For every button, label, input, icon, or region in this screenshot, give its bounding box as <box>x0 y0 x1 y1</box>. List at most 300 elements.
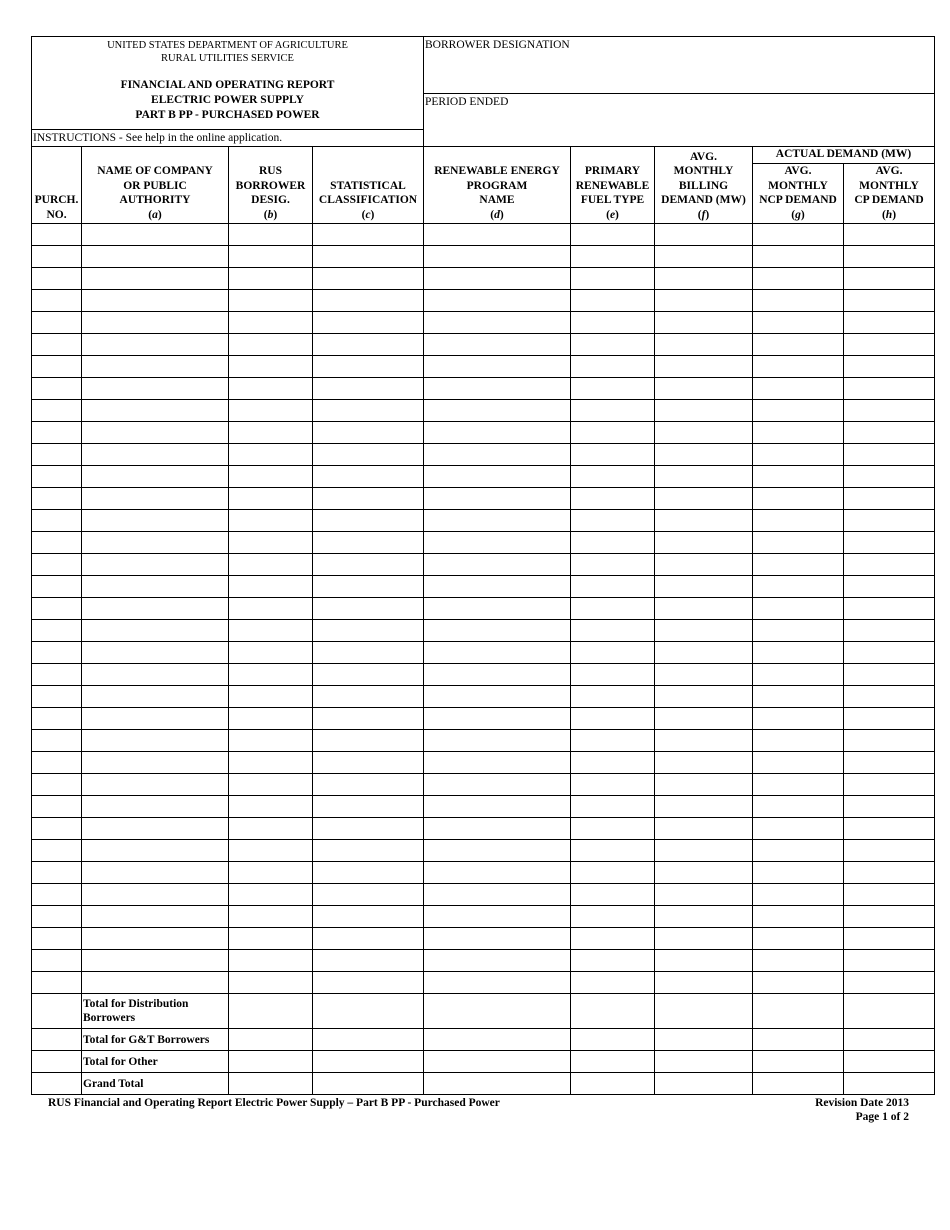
table-cell[interactable] <box>424 642 571 664</box>
table-cell[interactable] <box>844 752 935 774</box>
table-cell[interactable] <box>571 664 655 686</box>
table-cell[interactable] <box>229 994 313 1029</box>
table-cell[interactable] <box>229 642 313 664</box>
table-cell[interactable] <box>32 796 82 818</box>
table-cell[interactable] <box>655 686 753 708</box>
table-cell[interactable] <box>655 268 753 290</box>
table-cell[interactable] <box>229 488 313 510</box>
table-cell[interactable] <box>32 312 82 334</box>
table-cell[interactable] <box>424 928 571 950</box>
table-cell[interactable] <box>229 862 313 884</box>
table-cell[interactable] <box>571 884 655 906</box>
table-cell[interactable] <box>229 708 313 730</box>
table-cell[interactable] <box>82 554 229 576</box>
table-cell[interactable] <box>424 686 571 708</box>
table-cell[interactable] <box>844 246 935 268</box>
table-cell[interactable] <box>571 1051 655 1073</box>
table-cell[interactable] <box>844 290 935 312</box>
table-cell[interactable] <box>313 774 424 796</box>
table-cell[interactable] <box>229 224 313 246</box>
table-cell[interactable] <box>571 422 655 444</box>
table-cell[interactable] <box>32 510 82 532</box>
table-cell[interactable] <box>32 532 82 554</box>
table-cell[interactable] <box>844 532 935 554</box>
table-cell[interactable] <box>571 730 655 752</box>
table-cell[interactable] <box>313 444 424 466</box>
table-cell[interactable] <box>844 928 935 950</box>
table-cell[interactable] <box>753 334 844 356</box>
table-cell[interactable] <box>82 686 229 708</box>
table-cell[interactable] <box>655 510 753 532</box>
table-cell[interactable] <box>655 884 753 906</box>
table-cell[interactable] <box>753 730 844 752</box>
table-cell[interactable] <box>32 268 82 290</box>
table-cell[interactable] <box>32 290 82 312</box>
table-cell[interactable] <box>32 730 82 752</box>
table-cell[interactable] <box>424 598 571 620</box>
table-cell[interactable] <box>424 620 571 642</box>
table-cell[interactable] <box>313 884 424 906</box>
table-cell[interactable] <box>32 906 82 928</box>
table-cell[interactable] <box>313 598 424 620</box>
table-cell[interactable] <box>571 246 655 268</box>
table-cell[interactable] <box>313 928 424 950</box>
table-cell[interactable] <box>655 422 753 444</box>
table-cell[interactable] <box>229 972 313 994</box>
table-cell[interactable] <box>424 576 571 598</box>
table-cell[interactable] <box>844 598 935 620</box>
table-cell[interactable] <box>655 246 753 268</box>
table-cell[interactable] <box>82 752 229 774</box>
table-cell[interactable] <box>655 1029 753 1051</box>
table-cell[interactable] <box>753 818 844 840</box>
table-cell[interactable] <box>424 818 571 840</box>
table-cell[interactable] <box>32 576 82 598</box>
table-cell[interactable] <box>82 268 229 290</box>
table-cell[interactable] <box>424 1073 571 1095</box>
table-cell[interactable] <box>844 972 935 994</box>
table-cell[interactable] <box>753 400 844 422</box>
table-cell[interactable] <box>424 422 571 444</box>
table-cell[interactable] <box>82 620 229 642</box>
table-cell[interactable] <box>655 730 753 752</box>
table-cell[interactable] <box>82 488 229 510</box>
table-cell[interactable] <box>424 554 571 576</box>
table-cell[interactable] <box>313 840 424 862</box>
table-cell[interactable] <box>844 730 935 752</box>
table-cell[interactable] <box>753 664 844 686</box>
table-cell[interactable] <box>844 840 935 862</box>
table-cell[interactable] <box>655 532 753 554</box>
table-cell[interactable] <box>753 840 844 862</box>
table-cell[interactable] <box>229 378 313 400</box>
table-cell[interactable] <box>424 796 571 818</box>
table-cell[interactable] <box>571 378 655 400</box>
table-cell[interactable] <box>844 620 935 642</box>
table-cell[interactable] <box>313 422 424 444</box>
table-cell[interactable] <box>229 752 313 774</box>
table-cell[interactable] <box>424 290 571 312</box>
table-cell[interactable] <box>424 1029 571 1051</box>
table-cell[interactable] <box>229 906 313 928</box>
table-cell[interactable] <box>82 950 229 972</box>
table-cell[interactable] <box>229 620 313 642</box>
table-cell[interactable] <box>655 708 753 730</box>
table-cell[interactable] <box>82 818 229 840</box>
table-cell[interactable] <box>229 532 313 554</box>
table-cell[interactable] <box>229 686 313 708</box>
table-cell[interactable] <box>571 488 655 510</box>
table-cell[interactable] <box>844 312 935 334</box>
table-cell[interactable] <box>229 796 313 818</box>
table-cell[interactable] <box>229 950 313 972</box>
table-cell[interactable] <box>424 906 571 928</box>
table-cell[interactable] <box>844 268 935 290</box>
table-cell[interactable] <box>844 642 935 664</box>
table-cell[interactable] <box>32 928 82 950</box>
table-cell[interactable] <box>753 576 844 598</box>
table-cell[interactable] <box>844 378 935 400</box>
table-cell[interactable] <box>32 246 82 268</box>
table-cell[interactable] <box>313 334 424 356</box>
table-cell[interactable] <box>655 312 753 334</box>
table-cell[interactable] <box>229 1029 313 1051</box>
table-cell[interactable] <box>32 972 82 994</box>
table-cell[interactable] <box>229 246 313 268</box>
table-cell[interactable] <box>571 620 655 642</box>
table-cell[interactable] <box>753 906 844 928</box>
table-cell[interactable] <box>82 928 229 950</box>
table-cell[interactable] <box>32 400 82 422</box>
table-cell[interactable] <box>313 972 424 994</box>
table-cell[interactable] <box>844 950 935 972</box>
table-cell[interactable] <box>313 488 424 510</box>
table-cell[interactable] <box>32 422 82 444</box>
table-cell[interactable] <box>313 620 424 642</box>
table-cell[interactable] <box>844 818 935 840</box>
table-cell[interactable] <box>424 466 571 488</box>
table-cell[interactable] <box>655 1073 753 1095</box>
table-cell[interactable] <box>571 686 655 708</box>
table-cell[interactable] <box>753 950 844 972</box>
table-cell[interactable] <box>844 510 935 532</box>
table-cell[interactable] <box>313 994 424 1029</box>
table-cell[interactable] <box>753 686 844 708</box>
table-cell[interactable] <box>571 576 655 598</box>
table-cell[interactable] <box>229 554 313 576</box>
table-cell[interactable] <box>82 246 229 268</box>
period-ended-field[interactable] <box>424 94 935 147</box>
table-cell[interactable] <box>32 554 82 576</box>
table-cell[interactable] <box>655 290 753 312</box>
table-cell[interactable] <box>424 994 571 1029</box>
table-cell[interactable] <box>571 224 655 246</box>
table-cell[interactable] <box>82 972 229 994</box>
table-cell[interactable] <box>753 488 844 510</box>
table-cell[interactable] <box>424 356 571 378</box>
table-cell[interactable] <box>32 664 82 686</box>
table-cell[interactable] <box>571 400 655 422</box>
table-cell[interactable] <box>229 884 313 906</box>
table-cell[interactable] <box>229 356 313 378</box>
table-cell[interactable] <box>571 1029 655 1051</box>
table-cell[interactable] <box>844 796 935 818</box>
table-cell[interactable] <box>32 686 82 708</box>
table-cell[interactable] <box>655 950 753 972</box>
table-cell[interactable] <box>32 620 82 642</box>
table-cell[interactable] <box>571 972 655 994</box>
table-cell[interactable] <box>229 664 313 686</box>
table-cell[interactable] <box>313 796 424 818</box>
table-cell[interactable] <box>571 928 655 950</box>
table-cell[interactable] <box>753 246 844 268</box>
table-cell[interactable] <box>424 444 571 466</box>
table-cell[interactable] <box>753 532 844 554</box>
table-cell[interactable] <box>424 532 571 554</box>
table-cell[interactable] <box>313 686 424 708</box>
table-cell[interactable] <box>313 290 424 312</box>
table-cell[interactable] <box>571 444 655 466</box>
table-cell[interactable] <box>571 334 655 356</box>
table-cell[interactable] <box>229 576 313 598</box>
table-cell[interactable] <box>655 444 753 466</box>
table-cell[interactable] <box>571 466 655 488</box>
table-cell[interactable] <box>229 290 313 312</box>
table-cell[interactable] <box>571 774 655 796</box>
table-cell[interactable] <box>82 862 229 884</box>
table-cell[interactable] <box>655 972 753 994</box>
table-cell[interactable] <box>424 334 571 356</box>
table-cell[interactable] <box>82 466 229 488</box>
table-cell[interactable] <box>844 554 935 576</box>
table-cell[interactable] <box>655 906 753 928</box>
table-cell[interactable] <box>753 972 844 994</box>
table-cell[interactable] <box>571 510 655 532</box>
table-cell[interactable] <box>844 356 935 378</box>
table-cell[interactable] <box>32 598 82 620</box>
table-cell[interactable] <box>571 1073 655 1095</box>
table-cell[interactable] <box>82 730 229 752</box>
table-cell[interactable] <box>82 532 229 554</box>
table-cell[interactable] <box>571 642 655 664</box>
table-cell[interactable] <box>32 224 82 246</box>
table-cell[interactable] <box>229 444 313 466</box>
table-cell[interactable] <box>571 554 655 576</box>
table-cell[interactable] <box>82 576 229 598</box>
table-cell[interactable] <box>229 730 313 752</box>
table-cell[interactable] <box>32 840 82 862</box>
table-cell[interactable] <box>571 356 655 378</box>
table-cell[interactable] <box>82 664 229 686</box>
table-cell[interactable] <box>313 1029 424 1051</box>
table-cell[interactable] <box>655 928 753 950</box>
table-cell[interactable] <box>82 642 229 664</box>
table-cell[interactable] <box>753 312 844 334</box>
table-cell[interactable] <box>571 312 655 334</box>
table-cell[interactable] <box>753 554 844 576</box>
table-cell[interactable] <box>32 466 82 488</box>
table-cell[interactable] <box>32 950 82 972</box>
table-cell[interactable] <box>229 466 313 488</box>
table-cell[interactable] <box>313 400 424 422</box>
table-cell[interactable] <box>844 686 935 708</box>
table-cell[interactable] <box>753 862 844 884</box>
table-cell[interactable] <box>229 818 313 840</box>
table-cell[interactable] <box>424 664 571 686</box>
table-cell[interactable] <box>313 466 424 488</box>
table-cell[interactable] <box>424 312 571 334</box>
table-cell[interactable] <box>753 928 844 950</box>
table-cell[interactable] <box>82 510 229 532</box>
table-cell[interactable] <box>844 884 935 906</box>
table-cell[interactable] <box>313 312 424 334</box>
table-cell[interactable] <box>655 378 753 400</box>
table-cell[interactable] <box>313 862 424 884</box>
table-cell[interactable] <box>313 246 424 268</box>
table-cell[interactable] <box>655 642 753 664</box>
table-cell[interactable] <box>655 774 753 796</box>
table-cell[interactable] <box>753 598 844 620</box>
table-cell[interactable] <box>655 334 753 356</box>
table-cell[interactable] <box>844 1051 935 1073</box>
table-cell[interactable] <box>753 422 844 444</box>
table-cell[interactable] <box>753 466 844 488</box>
table-cell[interactable] <box>844 488 935 510</box>
table-cell[interactable] <box>844 906 935 928</box>
table-cell[interactable] <box>753 774 844 796</box>
table-cell[interactable] <box>82 906 229 928</box>
table-cell[interactable] <box>32 818 82 840</box>
table-cell[interactable] <box>844 708 935 730</box>
table-cell[interactable] <box>844 994 935 1029</box>
table-cell[interactable] <box>229 1073 313 1095</box>
table-cell[interactable] <box>32 356 82 378</box>
table-cell[interactable] <box>753 642 844 664</box>
table-cell[interactable] <box>229 928 313 950</box>
table-cell[interactable] <box>424 862 571 884</box>
table-cell[interactable] <box>229 422 313 444</box>
table-cell[interactable] <box>313 554 424 576</box>
table-cell[interactable] <box>753 378 844 400</box>
table-cell[interactable] <box>82 796 229 818</box>
table-cell[interactable] <box>571 862 655 884</box>
table-cell[interactable] <box>655 400 753 422</box>
table-cell[interactable] <box>82 774 229 796</box>
table-cell[interactable] <box>32 774 82 796</box>
table-cell[interactable] <box>571 950 655 972</box>
table-cell[interactable] <box>424 774 571 796</box>
table-cell[interactable] <box>82 290 229 312</box>
table-cell[interactable] <box>753 224 844 246</box>
table-cell[interactable] <box>229 400 313 422</box>
table-cell[interactable] <box>424 246 571 268</box>
table-cell[interactable] <box>313 950 424 972</box>
table-cell[interactable] <box>844 224 935 246</box>
table-cell[interactable] <box>655 862 753 884</box>
table-cell[interactable] <box>313 708 424 730</box>
table-cell[interactable] <box>424 400 571 422</box>
table-cell[interactable] <box>229 312 313 334</box>
table-cell[interactable] <box>32 862 82 884</box>
table-cell[interactable] <box>82 708 229 730</box>
table-cell[interactable] <box>313 378 424 400</box>
table-cell[interactable] <box>655 224 753 246</box>
table-cell[interactable] <box>571 818 655 840</box>
table-cell[interactable] <box>82 378 229 400</box>
table-cell[interactable] <box>424 268 571 290</box>
table-cell[interactable] <box>82 224 229 246</box>
table-cell[interactable] <box>753 708 844 730</box>
table-cell[interactable] <box>229 598 313 620</box>
table-cell[interactable] <box>424 950 571 972</box>
table-cell[interactable] <box>424 884 571 906</box>
table-cell[interactable] <box>753 268 844 290</box>
table-cell[interactable] <box>655 356 753 378</box>
table-cell[interactable] <box>655 576 753 598</box>
table-cell[interactable] <box>313 1073 424 1095</box>
table-cell[interactable] <box>229 510 313 532</box>
table-cell[interactable] <box>753 444 844 466</box>
table-cell[interactable] <box>655 598 753 620</box>
table-cell[interactable] <box>32 642 82 664</box>
table-cell[interactable] <box>571 708 655 730</box>
table-cell[interactable] <box>82 312 229 334</box>
table-cell[interactable] <box>753 884 844 906</box>
table-cell[interactable] <box>229 334 313 356</box>
table-cell[interactable] <box>844 466 935 488</box>
table-cell[interactable] <box>844 444 935 466</box>
table-cell[interactable] <box>424 752 571 774</box>
table-cell[interactable] <box>32 884 82 906</box>
table-cell[interactable] <box>82 422 229 444</box>
table-cell[interactable] <box>313 1051 424 1073</box>
table-cell[interactable] <box>844 774 935 796</box>
table-cell[interactable] <box>424 510 571 532</box>
table-cell[interactable] <box>313 268 424 290</box>
table-cell[interactable] <box>844 334 935 356</box>
table-cell[interactable] <box>571 290 655 312</box>
table-cell[interactable] <box>655 994 753 1029</box>
table-cell[interactable] <box>32 378 82 400</box>
table-cell[interactable] <box>424 708 571 730</box>
table-cell[interactable] <box>655 466 753 488</box>
table-cell[interactable] <box>32 488 82 510</box>
table-cell[interactable] <box>571 532 655 554</box>
table-cell[interactable] <box>313 356 424 378</box>
table-cell[interactable] <box>424 1051 571 1073</box>
table-cell[interactable] <box>313 752 424 774</box>
table-cell[interactable] <box>844 664 935 686</box>
table-cell[interactable] <box>229 774 313 796</box>
table-cell[interactable] <box>844 862 935 884</box>
table-cell[interactable] <box>753 290 844 312</box>
table-cell[interactable] <box>313 224 424 246</box>
table-cell[interactable] <box>753 994 844 1029</box>
table-cell[interactable] <box>313 510 424 532</box>
table-cell[interactable] <box>655 1051 753 1073</box>
table-cell[interactable] <box>82 444 229 466</box>
table-cell[interactable] <box>655 796 753 818</box>
table-cell[interactable] <box>753 510 844 532</box>
table-cell[interactable] <box>753 752 844 774</box>
table-cell[interactable] <box>82 356 229 378</box>
table-cell[interactable] <box>313 576 424 598</box>
table-cell[interactable] <box>313 730 424 752</box>
table-cell[interactable] <box>571 752 655 774</box>
table-cell[interactable] <box>313 642 424 664</box>
table-cell[interactable] <box>82 598 229 620</box>
borrower-designation-field[interactable] <box>424 37 935 94</box>
